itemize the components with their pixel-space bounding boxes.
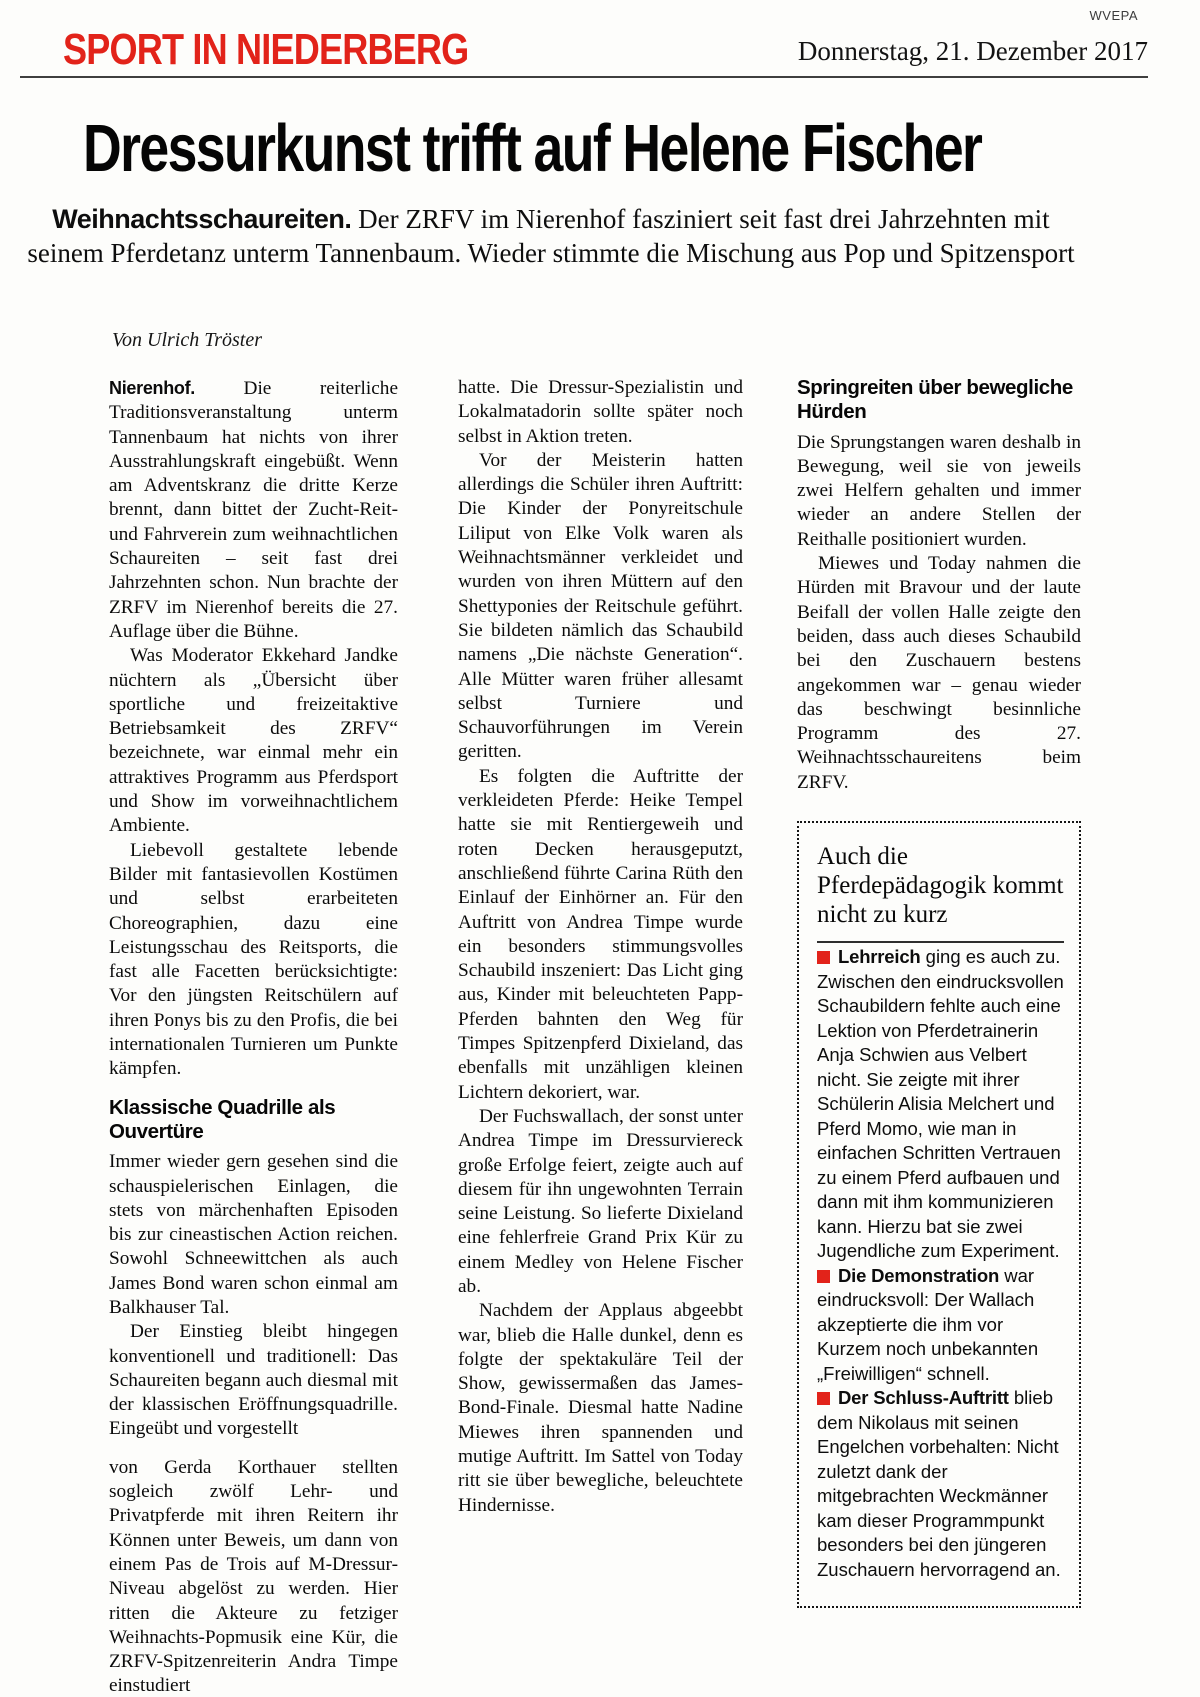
dateline: Donnerstag, 21. Dezember 2017 — [797, 36, 1148, 66]
article-column-2 — [458, 376, 743, 1518]
red-square-bullet-icon — [817, 1270, 830, 1283]
paragraph: hatte. Die Dressur-Spezialistin und Lokalmatadorin sollte später noch selbst in Aktion treten. — [458, 377, 743, 447]
byline: Von Ulrich Tröster — [112, 329, 263, 351]
paragraph: Vor der Meisterin hatten allerdings die Schüler ihren Auftritt: Die Kinder der Ponyreitschule Liliput von Elke Volk waren als Weihnachtsmänner verkleidet und wurden von ihren Müttern auf den Shettyponies der Reitschule geführt. Sie bildeten nämlich das Schaubild namens „Die nächste Generation“. Alle Mütter waren früher allesamt selbst Turniere und Schauvorführungen im Verein geritten. — [458, 449, 743, 763]
column-subhead: Klassische Quadrille als Ouvertüre — [109, 1095, 336, 1143]
headline: Dressurkunst trifft auf Helene Fischer — [83, 111, 982, 186]
dek-text: Der ZRFV im Nierenhof fasziniert seit fast drei Jahrzehnten mit seinem Pferdetanz unterm Tannenbaum. Wieder stimmte die Mischung aus Pop und Spitzensport — [27, 204, 1075, 268]
info-box-item — [817, 945, 1064, 1264]
section-kicker: SPORT IN NIEDERBERG — [63, 25, 469, 74]
paragraph: Die Sprungstangen waren deshalb in Bewegung, weil sie von jeweils zwei Helfern gehalten und immer wieder an andere Stellen der Reithalle positioniert wurden. — [797, 431, 1081, 550]
paragraph-text: Die reiterliche Traditionsveranstaltung unterm Tannenbaum hat nichts von ihrer Ausstrahlungskraft eingebüßt. Wenn am Adventskranz die dritte Kerze brennt, dann bittet der Zucht-Reit-und Fahrverein zum weihnachtlichen Schaureiten – seit fast drei Jahrzehnten schon. Nun brachte der ZRFV im Nierenhof bereits die 27. Auflage über die Bühne. — [109, 378, 398, 642]
dek — [22, 202, 1080, 270]
info-box-title: Auch die Pferdepädagogik kommt nicht zu kurz — [817, 842, 1064, 943]
paragraph: Der Fuchswallach, der sonst unter Andrea Timpe im Dressurviereck große Erfolge feiert, zeigte auch auf diesem für ihn ungewohnten Terrain seine Leistung. So lieferte Dixieland eine fehlerfreie Grand Prix Kür zu einem Medley von Helene Fischer ab. — [458, 1105, 743, 1297]
dek-lead: Weihnachtsschaureiten. — [52, 204, 352, 234]
header-rule — [20, 76, 1148, 78]
info-box-item-lead: Die Demonstration — [838, 1264, 1000, 1286]
paragraph: Liebevoll gestaltete lebende Bilder mit fantasievollen Kostümen und selbst erarbeiteten Choreographien, dazu eine Leistungsschau des Reitsports, die fast alle Facetten berücksichtigte: Vor den jüngsten Reitschülern auf ihren Ponys bis zu den Profis, die bei internationalen Turnieren um Punkte kämpfen. — [109, 839, 398, 1080]
info-box-item-text: blieb dem Nikolaus mit seinen Engelchen vorbehalten: Nicht zuletzt dank der mitgebrachten Weckmänner kam dieser Programmpunkt besonders bei den jüngeren Zuschauern hervorragend an. — [817, 1387, 1061, 1580]
paragraph: Nachdem der Applaus abgeebbt war, blieb die Halle dunkel, denn es folgte der spektakuläre Teil der Show, gewissermaßen das James-Bond-Finale. Diesmal hatte Nadine Miewes ihren spannenden und mutige Auftritt. Im Sattel von Today ritt sie über bewegliche, beleuchtete Hindernisse. — [458, 1300, 743, 1516]
paragraph — [109, 376, 398, 644]
paragraph: Es folgten die Auftritte der verkleideten Pferde: Heike Tempel hatte sie mit Rentiergeweih und roten Decken herausgeputzt, anschließend führte Carina Rüth den Einlauf der Einhörner an. Für den Auftritt von Andrea Timpe wurde ein besonders stimmungsvolles Schaubild inszeniert: Das Licht ging aus, Kinder mit beleuchteten Papp-Pferden bahnten den Weg für Timpes Spitzenpferd Dixieland, das ebenfalls mit unzähligen kleinen Lichtern dekoriert, war. — [458, 765, 743, 1103]
info-box-item-lead: Der Schluss-Auftritt — [838, 1387, 1009, 1409]
paragraph: Immer wieder gern gesehen sind die schauspielerischen Einlagen, die stets von märchenhaften Episoden bis zur cineastischen Action reichen. Sowohl Schneewittchen als auch James Bond waren schon einmal am Balkhauser Tal. — [109, 1151, 398, 1318]
red-square-bullet-icon — [817, 1392, 830, 1405]
paragraph: Der Einstieg bleibt hingegen konventionell und traditionell: Das Schaureiten begann auch diesmal mit der klassischen Eröffnungsquadrille. Eingeübt und vorgestellt — [109, 1321, 398, 1440]
location-lead-in: Nierenhof. — [109, 378, 196, 398]
info-box — [797, 821, 1081, 1608]
info-box-item — [817, 1264, 1064, 1387]
paragraph: Was Moderator Ekkehard Jandke nüchtern als „Übersicht über sportliche und freizeitaktive Betriebsamkeit des ZRFV“ bezeichnete, war einmal mehr ein attraktives Programm aus Pferdsport und Show im vorweihnachtlichem Ambiente. — [109, 645, 398, 837]
article-column-1 — [109, 376, 398, 1697]
paragraph: Miewes und Today nahmen die Hürden mit Bravour und der laute Beifall der vollen Halle zeigte den beiden, dass auch dieses Schaubild bei den Zuschauern bestens angekommen war – genau wieder das beschwingt besinnliche Programm des 27. Weihnachtsschaureitens beim ZRFV. — [797, 553, 1081, 793]
info-box-item — [817, 1386, 1064, 1582]
paragraph: von Gerda Korthauer stellten sogleich zwölf Lehr- und Privatpferde mit ihren Reitern ihr Können unter Beweis, um dann von einem Pas de Trois auf M-Dressur-Niveau abgelöst zu werden. Hier ritten die Akteure zu fetziger Weihnachts-Popmusik eine Kür, die ZRFV-Spitzenreiterin Andra Timpe einstudiert — [109, 1456, 398, 1697]
info-box-item-text: war eindrucksvoll: Der Wallach akzeptierte die ihm vor Kurzem noch unbekannten „Freiwilligen“ schnell. — [817, 1264, 1039, 1384]
info-box-item-lead: Lehrreich — [838, 946, 921, 968]
info-box-item-text: ging es auch zu. Zwischen den eindrucksvollen Schaubildern fehlte auch eine Lektion von Pferdetrainerin Anja Schwien aus Velbert nicht. Sie zeigte mit ihrer Schülerin Alisia Melchert und Pferd Momo, wie man in einfachen Schritten Vertrauen zu einem Pferd aufbauen und dann mit ihm kommunizieren kann. Hierzu bat sie zwei Jugendliche zum Experiment. — [817, 946, 1064, 1262]
article-column-3 — [797, 376, 1081, 1608]
agency-code: WVEPA — [1089, 8, 1138, 23]
red-square-bullet-icon — [817, 951, 830, 964]
column-subhead: Springreiten über bewegliche Hürden — [797, 376, 1073, 424]
